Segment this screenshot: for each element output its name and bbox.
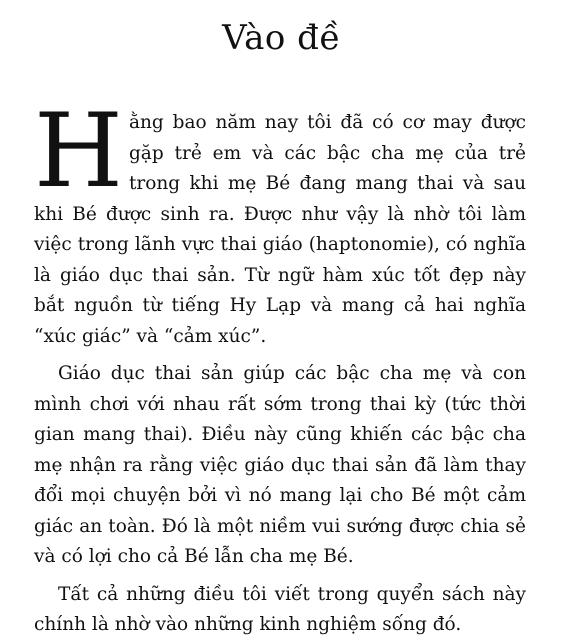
paragraph-3: Tất cả những điều tôi viết trong quyển sách này chính là nhờ vào những kinh nghiệm sống đó.	[34, 583, 526, 635]
drop-cap: H	[34, 92, 123, 211]
paragraph-2: Giáo dục thai sản giúp các bậc cha mẹ và con mình chơi với nhau rất sớm trong thai kỳ (tức thời gian mang thai). Điều này cũng khiến các bậc cha mẹ nhận ra rằng việc giáo dục thai sản đã làm thay đổi mọi chuyện bởi vì nó mang lại cho Bé một cảm giác an toàn. Đó là một niềm vui sướng được chia sẻ và có lợi cho cả Bé lẫn cha mẹ Bé.	[34, 363, 526, 567]
paragraph-1	[34, 92, 526, 352]
page-title: Vào đề	[222, 18, 341, 58]
body-text	[34, 92, 526, 641]
paragraph-1-text: ằng bao năm nay tôi đã có cơ may được gặp trẻ em và các bậc cha mẹ của trẻ trong khi mẹ Bé đang mang thai và sau khi Bé được sinh ra. Được như vậy là nhờ tôi làm việc trong lãnh vực thai giáo (haptonomie), có nghĩa là giáo dục thai sản. Từ ngữ hàm xúc tốt đẹp này bắt nguồn từ tiếng Hy Lạp và mang cả hai nghĩa “xúc giác” và “cảm xúc”.	[34, 112, 526, 347]
